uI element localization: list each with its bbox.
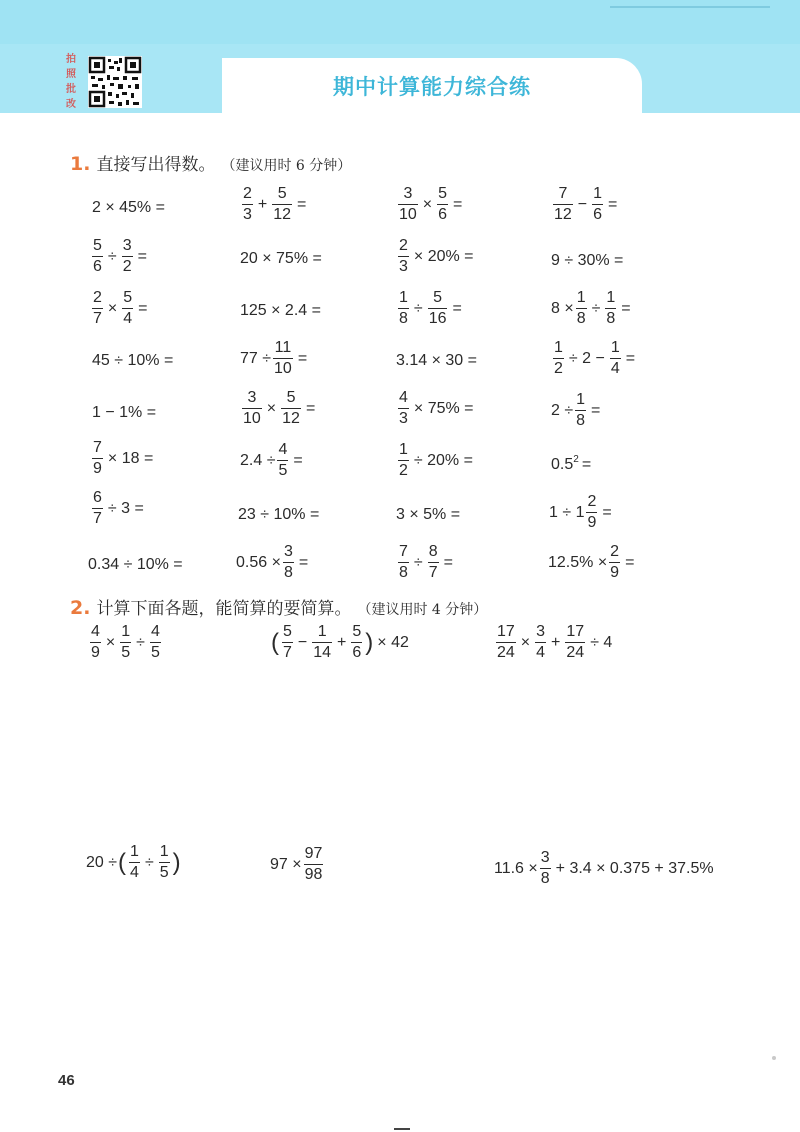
q1-item-10: 125 × 2.4 =: [240, 302, 321, 319]
q1-heading: [70, 150, 351, 175]
q1-item-14: 77 ÷ $\frac{11}{10}$ =: [240, 339, 308, 377]
q1-item-27: 3 × 5% =: [396, 506, 461, 523]
q1-item-21: $\frac{7}{9}$ × 18 =: [93, 439, 154, 477]
q1-item-12: 8 × $\frac{1}{8}$ ÷ $\frac{1}{8}$ =: [551, 289, 631, 327]
q1-item-31: $\frac{7}{8}$ ÷ $\frac{8}{7}$ =: [399, 543, 453, 581]
q1-item-30: 0.56 × $\frac{3}{8}$ =: [236, 543, 309, 581]
q1-item-7: $\frac{2}{3}$ × 20% =: [399, 237, 474, 275]
bottom-decor-mark: [394, 1128, 410, 1130]
q1-item-25: $\frac{6}{7}$ ÷ 3 =: [93, 489, 144, 527]
q1-item-9: $\frac{2}{7}$ × $\frac{5}{4}$ =: [93, 289, 148, 327]
q1-item-28: 1 ÷ 1 $\frac{2}{9}$ =: [549, 493, 612, 531]
q2-problem-3: $\frac{17}{24}$ × $\frac{3}{4}$ + $\frac{17}{24}$ ÷ 4: [497, 623, 613, 661]
q1-item-2: $\frac{2}{3}$ + $\frac{5}{12}$ =: [243, 185, 307, 223]
q1-item-32: 12.5% × $\frac{2}{9}$ =: [548, 543, 635, 581]
scan-label: 拍 照 批 改: [66, 54, 76, 110]
q1-item-29: 0.34 ÷ 10% =: [88, 556, 183, 573]
page-number: 46: [58, 1072, 75, 1089]
q2-problem-1: $\frac{4}{9}$ × $\frac{1}{5}$ ÷ $\frac{4}{5}$: [91, 623, 160, 661]
q1-item-4: $\frac{7}{12}$ − $\frac{1}{6}$ =: [554, 185, 618, 223]
q2-number: 2.: [70, 597, 91, 619]
q1-item-20: 2 ÷ $\frac{1}{8}$ =: [551, 391, 601, 429]
q1-item-22: 2.4 ÷ $\frac{4}{5}$ =: [240, 441, 303, 479]
q1-item-15: 3.14 × 30 =: [396, 352, 477, 369]
q1-item-13: 45 ÷ 10% =: [92, 352, 174, 369]
q1-item-24: 0.5 $^2$ =: [551, 453, 592, 473]
header-decor-line: [610, 6, 770, 8]
q1-item-18: $\frac{3}{10}$ × $\frac{5}{12}$ =: [243, 389, 316, 427]
q1-item-17: 1 − 1% =: [92, 404, 157, 421]
q2-problem-2: ( $\frac{5}{7}$ − $\frac{1}{14}$ + $\frac{5}{6}$ ) × 42: [271, 623, 409, 661]
q1-item-26: 23 ÷ 10% =: [238, 506, 320, 523]
qr-code-icon[interactable]: [88, 56, 142, 108]
q1-item-16: $\frac{1}{2}$ ÷ 2 − $\frac{1}{4}$ =: [554, 339, 636, 377]
q2-time-hint: （建议用时 4 分钟）: [357, 602, 488, 618]
page-title: 期中计算能力综合练: [333, 75, 531, 99]
q2-instruction: 计算下面各题，能简算的要简算。: [96, 599, 352, 619]
q2-problem-5: 97 × $\frac{97}{98}$: [270, 845, 323, 883]
q1-time-hint: （建议用时 6 分钟）: [221, 158, 352, 174]
q1-item-8: 9 ÷ 30% =: [551, 252, 624, 269]
scan-to-grade[interactable]: [66, 54, 146, 110]
q1-item-1: 2 × 45% =: [92, 199, 165, 216]
q1-item-6: 20 × 75% =: [240, 250, 322, 267]
q2-heading: [70, 594, 487, 619]
q1-instruction: 直接写出得数。: [96, 155, 216, 175]
q2-problem-6: 11.6 × $\frac{3}{8}$ + 3.4 × 0.375 + 37.5%: [494, 849, 714, 887]
q1-number: 1.: [70, 153, 91, 175]
q2-problem-4: 20 ÷ ( $\frac{1}{4}$ ÷ $\frac{1}{5}$ ): [86, 843, 181, 881]
q1-item-23: $\frac{1}{2}$ ÷ 20% =: [399, 441, 473, 479]
q1-item-11: $\frac{1}{8}$ ÷ $\frac{5}{16}$ =: [399, 289, 462, 327]
side-decor-dot: [772, 1056, 776, 1060]
q1-item-19: $\frac{4}{3}$ × 75% =: [399, 389, 474, 427]
q1-item-5: $\frac{5}{6}$ ÷ $\frac{3}{2}$ =: [93, 237, 147, 275]
q1-item-3: $\frac{3}{10}$ × $\frac{5}{6}$ =: [399, 185, 463, 223]
